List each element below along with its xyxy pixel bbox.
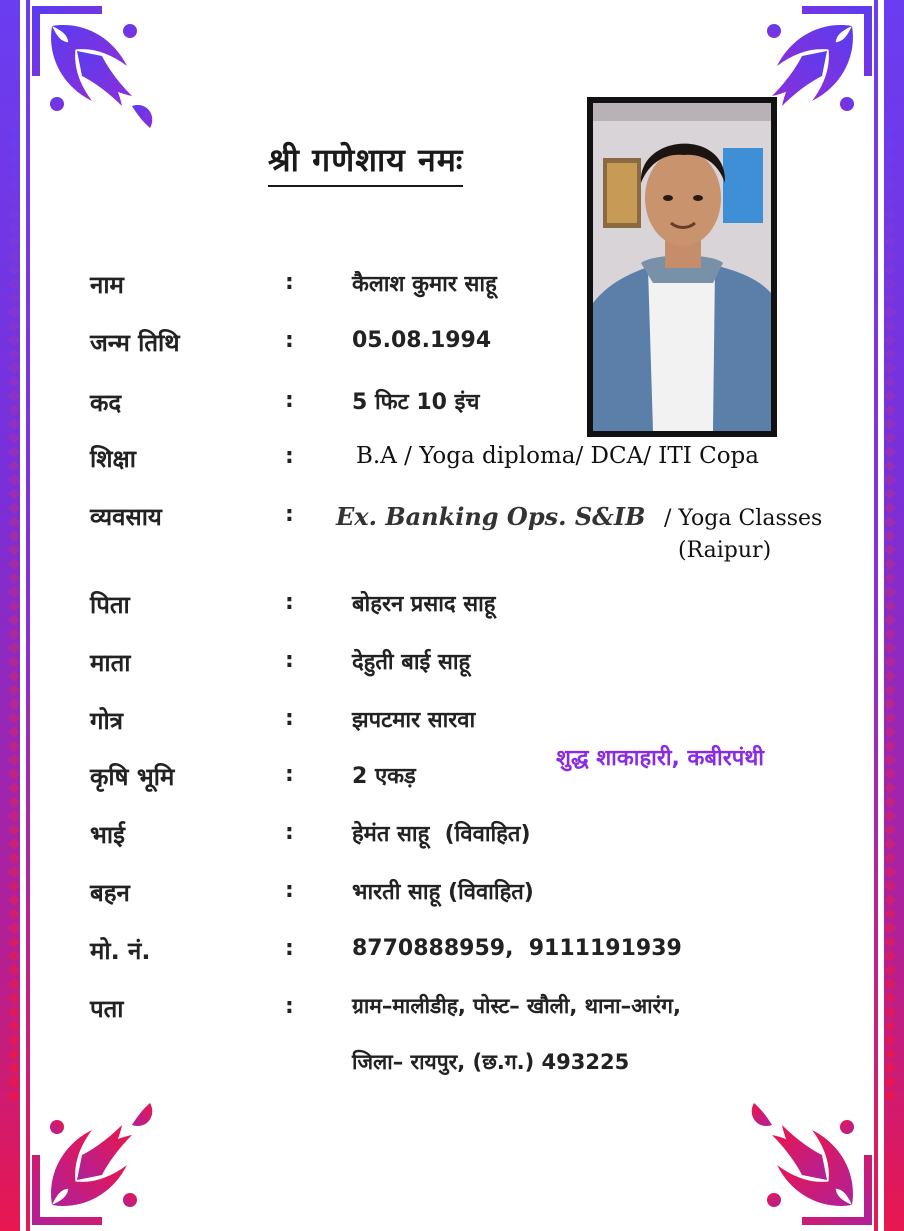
border-diamond (8, 334, 20, 346)
border-diamond (8, 152, 20, 164)
border-diamond (8, 656, 20, 668)
portrait-image (593, 103, 771, 431)
value-agri-land: 2 एकड़ (352, 764, 416, 789)
border-diamond (884, 264, 896, 276)
page-title: श्री गणेशाय नमः (268, 138, 463, 187)
border-diamond (8, 404, 20, 416)
border-diamond (884, 124, 896, 136)
border-diamond (8, 1090, 20, 1102)
value-mother: देहुती बाई साहू (352, 650, 471, 675)
border-diamond (884, 922, 896, 934)
border-diamond (8, 684, 20, 696)
border-diamond (884, 978, 896, 990)
border-diamond (884, 446, 896, 458)
value-address-line1: ग्राम–मालीडीह, पोस्ट– खौली, थाना–आरंग, (352, 994, 681, 1018)
border-diamond (8, 950, 20, 962)
border-diamond (884, 754, 896, 766)
border-diamond (884, 1062, 896, 1074)
border-diamond (8, 768, 20, 780)
border-diamond (8, 432, 20, 444)
border-diamond (8, 698, 20, 710)
border-diamond (884, 1090, 896, 1102)
colon: : (285, 270, 294, 295)
colon: : (285, 502, 294, 527)
border-diamond (8, 516, 20, 528)
label-height: कद (90, 389, 122, 417)
border-diamond (884, 166, 896, 178)
border-diamond (8, 740, 20, 752)
border-diamond (884, 320, 896, 332)
border-diamond (8, 572, 20, 584)
border-diamond (884, 432, 896, 444)
label-gotra: गोत्र (90, 707, 123, 735)
border-diamond (884, 460, 896, 472)
border-diamond (8, 1020, 20, 1032)
border-diamond (8, 1062, 20, 1074)
border-diamond (8, 642, 20, 654)
border-diamond (8, 530, 20, 542)
border-diamond (884, 1076, 896, 1088)
border-diamond (884, 964, 896, 976)
border-diamond (884, 866, 896, 878)
ornament-bottom-right (752, 1103, 872, 1225)
colon: : (285, 648, 294, 673)
border-diamond (884, 628, 896, 640)
border-diamond (8, 726, 20, 738)
border-diamond (8, 880, 20, 892)
border-diamond (8, 236, 20, 248)
border-diamond (8, 488, 20, 500)
label-agri-land: कृषि भूमि (90, 763, 175, 791)
border-diamond (8, 782, 20, 794)
border-diamond (884, 796, 896, 808)
border-diamond (884, 516, 896, 528)
border-diamond (8, 1034, 20, 1046)
border-diamond (884, 726, 896, 738)
border-diamond (8, 544, 20, 556)
border-diamond (8, 306, 20, 318)
value-sister: भारती साहू (विवाहित) (352, 880, 534, 905)
value-brother: हेमंत साहू (विवाहित) (352, 822, 531, 847)
border-diamond (8, 502, 20, 514)
value-dob: 05.08.1994 (352, 328, 492, 353)
border-diamond (8, 446, 20, 458)
border-diamond (8, 908, 20, 920)
label-name: नाम (90, 271, 124, 299)
value-occupation: Ex. Banking Ops. S&IB (336, 502, 646, 531)
border-diamond (8, 1006, 20, 1018)
border-diamond (8, 992, 20, 1004)
value-mobile: 8770888959, 9111191939 (352, 936, 682, 961)
label-education: शिक्षा (90, 445, 136, 473)
border-diamond (8, 754, 20, 766)
border-diamond (8, 810, 20, 822)
border-diamond (8, 390, 20, 402)
border-diamond (8, 1048, 20, 1060)
border-diamond (8, 348, 20, 360)
value-height: 5 फिट 10 इंच (352, 390, 480, 415)
border-diamond (884, 474, 896, 486)
border-diamond (884, 614, 896, 626)
border-diamond (884, 194, 896, 206)
border-diamond (8, 376, 20, 388)
border-diamond (884, 768, 896, 780)
profile-photo (587, 97, 777, 437)
colon: : (285, 388, 294, 413)
border-diamond (8, 264, 20, 276)
value-name: कैलाश कुमार साहू (352, 272, 497, 297)
border-diamond (884, 1020, 896, 1032)
border-diamond (8, 474, 20, 486)
colon: : (285, 328, 294, 353)
border-diamond (884, 222, 896, 234)
border-diamond (884, 1006, 896, 1018)
border-diamond (8, 278, 20, 290)
border-diamond (884, 908, 896, 920)
border-diamond (8, 1076, 20, 1088)
border-diamond (884, 572, 896, 584)
border-diamond (884, 936, 896, 948)
border-diamond (884, 390, 896, 402)
border-diamond (884, 740, 896, 752)
border-diamond (8, 250, 20, 262)
border-diamond (8, 180, 20, 192)
border-diamond (884, 586, 896, 598)
border-diamond (884, 712, 896, 724)
border-diamond (8, 460, 20, 472)
border-diamond (8, 138, 20, 150)
border-diamond (8, 418, 20, 430)
border-diamond (884, 558, 896, 570)
colon: : (285, 706, 294, 731)
border-diamond (884, 838, 896, 850)
border-diamond (884, 278, 896, 290)
border-diamond (8, 362, 20, 374)
border-diamond (884, 600, 896, 612)
border-diamond (8, 628, 20, 640)
border-diamond (8, 936, 20, 948)
colon: : (285, 994, 294, 1019)
border-diamond (884, 544, 896, 556)
label-mother: माता (90, 649, 131, 677)
value-occupation-location: (Raipur) (678, 538, 772, 563)
border-diamond (884, 306, 896, 318)
value-occupation-extra: / Yoga Classes (664, 506, 823, 531)
border-diamond (884, 656, 896, 668)
colon: : (285, 762, 294, 787)
border-diamond (884, 530, 896, 542)
label-occupation: व्यवसाय (90, 503, 162, 531)
border-diamond (8, 194, 20, 206)
border-diamond (884, 894, 896, 906)
right-diamond-chain (884, 124, 896, 1102)
left-diamond-chain (8, 124, 20, 1102)
border-diamond (8, 600, 20, 612)
colon: : (285, 936, 294, 961)
border-diamond (8, 320, 20, 332)
border-diamond (884, 698, 896, 710)
border-diamond (8, 838, 20, 850)
border-diamond (8, 894, 20, 906)
colon: : (285, 444, 294, 469)
value-gotra: झपटमार सारवा (352, 708, 476, 733)
label-mobile: मो. नं. (90, 937, 151, 965)
border-diamond (8, 922, 20, 934)
colon: : (285, 590, 294, 615)
tagline: शुद्ध शाकाहारी, कबीरपंथी (556, 746, 764, 771)
border-diamond (884, 810, 896, 822)
label-sister: बहन (90, 879, 130, 907)
border-diamond (8, 222, 20, 234)
ornament-top-left (32, 6, 152, 128)
border-diamond (884, 670, 896, 682)
border-diamond (884, 236, 896, 248)
border-diamond (884, 852, 896, 864)
border-diamond (884, 950, 896, 962)
value-address-line2: जिला– रायपुर, (छ.ग.) 493225 (352, 1050, 630, 1074)
border-diamond (884, 138, 896, 150)
border-diamond (8, 558, 20, 570)
border-diamond (8, 124, 20, 136)
border-diamond (8, 670, 20, 682)
border-diamond (884, 992, 896, 1004)
border-diamond (884, 1034, 896, 1046)
border-diamond (8, 166, 20, 178)
border-diamond (884, 404, 896, 416)
border-diamond (8, 614, 20, 626)
colon: : (285, 878, 294, 903)
border-diamond (884, 684, 896, 696)
border-diamond (884, 488, 896, 500)
colon: : (285, 820, 294, 845)
border-diamond (8, 824, 20, 836)
value-father: बोहरन प्रसाद साहू (352, 592, 496, 617)
label-address: पता (90, 995, 124, 1023)
border-diamond (884, 642, 896, 654)
border-diamond (8, 796, 20, 808)
border-diamond (884, 208, 896, 220)
border-diamond (884, 782, 896, 794)
border-diamond (884, 880, 896, 892)
border-diamond (884, 180, 896, 192)
border-diamond (8, 978, 20, 990)
border-diamond (884, 292, 896, 304)
border-diamond (884, 1048, 896, 1060)
border-diamond (884, 418, 896, 430)
border-diamond (884, 824, 896, 836)
border-diamond (8, 866, 20, 878)
border-diamond (884, 152, 896, 164)
border-diamond (884, 250, 896, 262)
border-diamond (8, 964, 20, 976)
border-diamond (8, 292, 20, 304)
border-diamond (884, 502, 896, 514)
value-education: B.A / Yoga diploma/ DCA/ ITI Copa (356, 443, 759, 469)
ornament-bottom-left (32, 1103, 152, 1225)
label-brother: भाई (90, 821, 125, 849)
border-diamond (8, 208, 20, 220)
label-father: पिता (90, 591, 130, 619)
border-diamond (884, 376, 896, 388)
border-diamond (8, 586, 20, 598)
border-diamond (884, 362, 896, 374)
border-diamond (884, 334, 896, 346)
border-diamond (8, 852, 20, 864)
border-diamond (8, 712, 20, 724)
label-dob: जन्म तिथि (90, 329, 180, 357)
border-diamond (884, 348, 896, 360)
